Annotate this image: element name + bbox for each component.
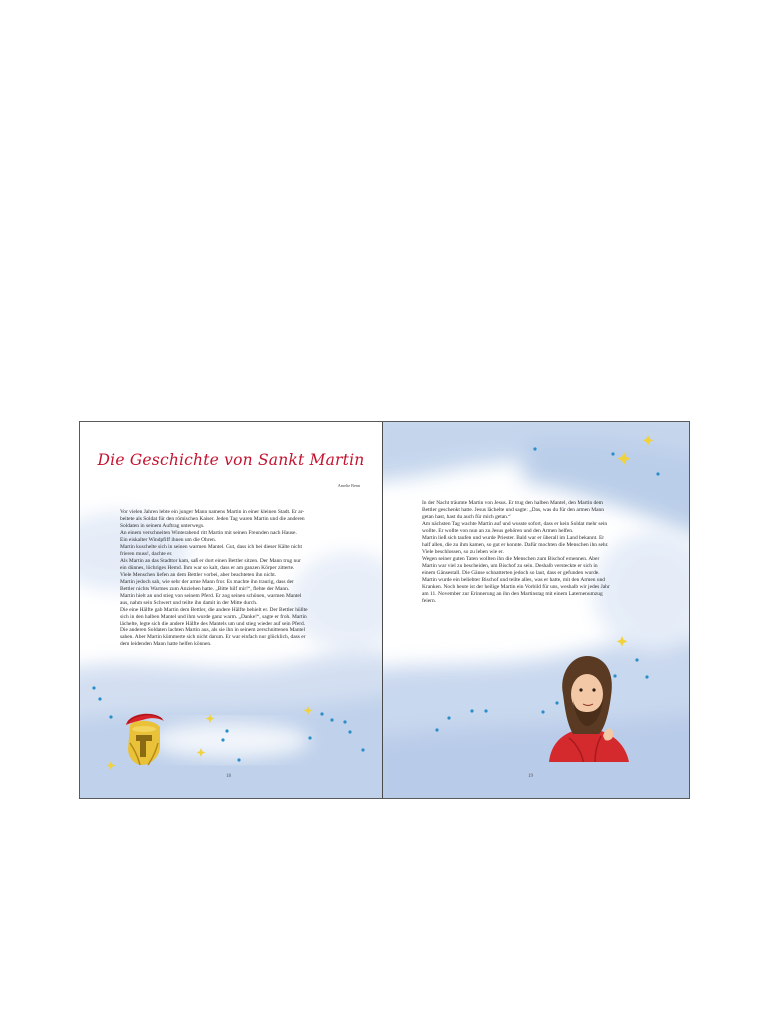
- text-line: An einem verschneiten Winterabend ritt Martin mit seinen Freunden nach Hause.: [120, 529, 297, 536]
- snow-dot-icon: [98, 697, 101, 700]
- text-line: sich in den halben Mantel und ihm wurde ganz warm. „Danke!“, sagte er froh. Martin: [120, 613, 307, 620]
- page-number-right: 19: [528, 774, 533, 779]
- snow-dot-icon: [237, 758, 240, 761]
- text-line: Martin war viel zu bescheiden, um Bischof zu sein. Deshalb versteckte er sich in: [422, 562, 598, 569]
- text-line: beitete als Soldat für den römischen Kaiser. Jeden Tag waren Martin und die anderen: [120, 515, 305, 522]
- snow-dot-icon: [343, 720, 346, 723]
- text-line: sahen. Aber Martin kümmerte sich nicht darum. Er war einfach nur glücklich, dass er: [120, 634, 306, 641]
- text-line: Ein eiskalter Windpfiff ihnen um die Ohren.: [120, 536, 217, 543]
- text-line: getan hast, hast du auch für mich getan.“: [422, 513, 511, 520]
- text-line: frieren muss!, dachte er.: [120, 550, 173, 557]
- text-line: Wegen seiner guten Taten wollten ihn die Menschen zum Bischof ernennen. Aber: [422, 555, 600, 562]
- star-icon: [197, 748, 206, 757]
- right-page-stars: [383, 422, 689, 798]
- text-line: Vor vielen Jahren lebte ein junger Mann namens Martin in einer kleinen Stadt. Er ar-: [120, 509, 305, 515]
- right-page: [383, 422, 689, 798]
- left-story-text: [120, 509, 308, 648]
- text-line: Viele beschlossen, so zu leben wie er.: [422, 548, 504, 555]
- text-line: In der Nacht träumte Martin von Jesus. Er trug den halben Mantel, den Martin dem: [422, 500, 603, 506]
- text-line: Martin jedoch sah, wie sehr der arme Mann fror. Es machte ihn traurig, dass der: [120, 578, 294, 585]
- text-line: Viele Menschen liefen an dem Bettler vorbei, aber beachteten ihn nicht.: [120, 571, 277, 578]
- book-spread: [79, 421, 690, 799]
- text-line: feiern.: [422, 597, 437, 604]
- snow-dot-icon: [221, 738, 224, 741]
- story-title: Die Geschichte von Sankt Martin: [97, 451, 365, 469]
- page-number-left: 18: [226, 774, 231, 779]
- text-line: Martin ließ sich taufen und wurde Priester. Bald war er überall im Land bekannt. Er: [422, 534, 605, 541]
- text-line: lächelte, legte sich die andere Hälfte des Mantels um und stieg wieder auf sein Pferd.: [120, 620, 306, 627]
- text-line: Martin kuschelte sich in seinen warmen Mantel. Gut, dass ich bei dieser Kälte nicht: [120, 543, 302, 550]
- text-line: half allen, die zu ihm kamen, so gut er konnte. Dafür mochten die Menschen ihn sehr.: [422, 541, 609, 548]
- text-line: Kranken. Noch heute ist der heilige Martin ein Vorbild für uns, weshalb wir jedes Jahr: [422, 583, 610, 590]
- snow-dot-icon: [92, 686, 95, 689]
- star-icon: [304, 706, 313, 715]
- left-page: [80, 422, 382, 798]
- roman-helmet-illustration: [126, 714, 164, 765]
- text-line: Martin hielt an und stieg von seinem Pferd. Er zog seinen schönen, warmen Mantel: [120, 592, 302, 599]
- snow-dot-icon: [225, 729, 228, 732]
- text-line: dem leidenden Mann hatte helfen können.: [120, 641, 212, 648]
- right-story-text: [422, 500, 610, 605]
- text-line: Am nächsten Tag wachte Martin auf und wusste sofort, dass er kein Soldat mehr sein: [422, 520, 608, 527]
- snow-dot-icon: [330, 718, 333, 721]
- snow-dot-icon: [320, 712, 323, 715]
- star-icon: [206, 714, 215, 723]
- snow-dot-icon: [348, 730, 351, 733]
- text-line: Martin wurde ein beliebter Bischof und teilte alles, was er hatte, mit den Armen und: [422, 576, 606, 583]
- text-line: Bettler geschenkt hatte. Jesus lächelte und sagte: „Das, was du für den armen Mann: [422, 506, 604, 513]
- text-line: einem Gänsestall. Die Gänse schnatterten jedoch so laut, dass er gefunden wurde.: [422, 569, 600, 576]
- text-line: Soldaten in seinem Auftrag unterwegs.: [120, 522, 205, 529]
- snow-dot-icon: [109, 715, 112, 718]
- text-line: wollte. Er wollte von nun an zu Jesus gehören und den Armen helfen.: [422, 527, 574, 534]
- snow-dot-icon: [361, 748, 364, 751]
- text-line: Die eine Hälfte gab Martin dem Bettler, die andere Hälfte behielt er. Der Bettler hüllte: [120, 606, 308, 613]
- jesus-portrait-illustration: [543, 644, 633, 762]
- text-line: am 11. November zur Erinnerung an ihn den Martinstag mit einem Laternenumzug: [422, 590, 603, 597]
- snow-dot-icon: [308, 736, 311, 739]
- star-icon: [107, 761, 116, 770]
- text-line: Bettler nichts Warmes zum Anziehen hatte. „Bitte hilf mir!“, flehte der Mann.: [120, 585, 290, 592]
- text-line: ein dünnes, löchriges Hemd. Ihm war so kalt, dass er am ganzen Körper zitterte.: [120, 564, 295, 571]
- text-line: aus, nahm sein Schwert und teilte ihn damit in der Mitte durch.: [120, 599, 258, 606]
- author-name: Amelie Benn: [337, 483, 360, 488]
- star-icon: [617, 452, 630, 465]
- text-line: Als Martin an das Stadttor kam, saß er dort einen Bettler sitzen. Der Mann trug nur: [120, 557, 301, 564]
- star-icon: [643, 435, 654, 446]
- text-line: Die anderen Soldaten lachten Martin aus, als sie ihn in seinem zerschnittenen Mantel: [120, 627, 305, 634]
